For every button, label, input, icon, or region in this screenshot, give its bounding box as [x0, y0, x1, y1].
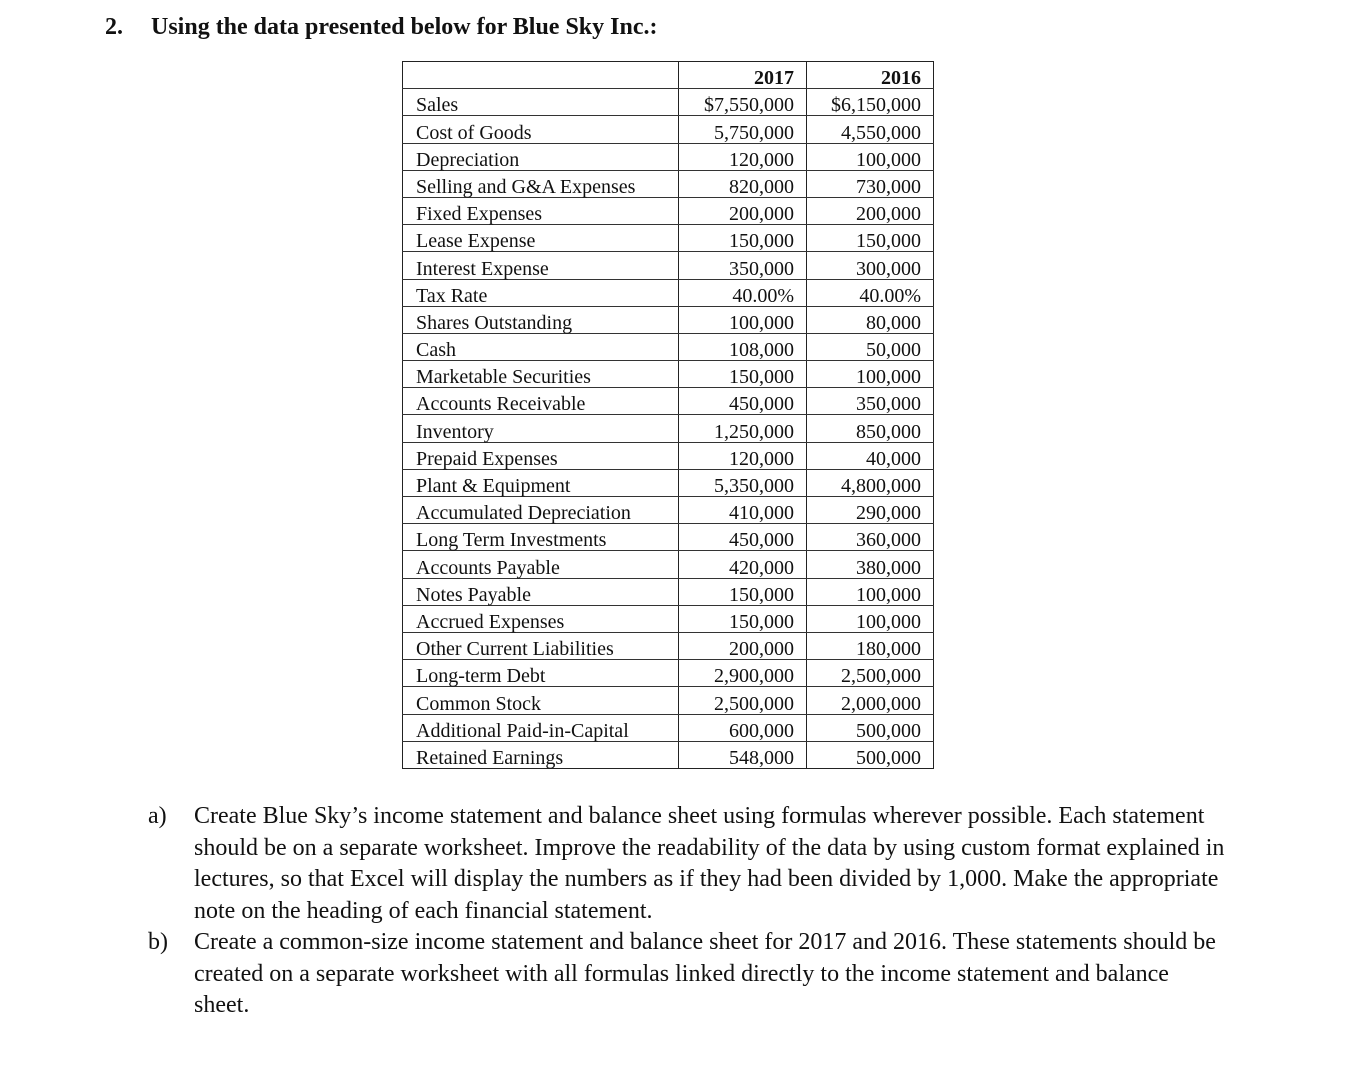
row-label-cell: Long Term Investments — [403, 524, 679, 551]
instruction-label-a: a) — [148, 803, 167, 829]
row-2016-cell: 500,000 — [807, 714, 934, 741]
table-row — [403, 442, 934, 469]
row-2016-cell: 200,000 — [807, 197, 934, 224]
header-cell-label — [403, 62, 679, 89]
row-label-cell: Accounts Payable — [403, 551, 679, 578]
row-label-cell: Inventory — [403, 415, 679, 442]
row-label-cell: Retained Earnings — [403, 741, 679, 768]
row-2017-cell: 600,000 — [679, 714, 807, 741]
table-row — [403, 333, 934, 360]
row-2017-cell: 420,000 — [679, 551, 807, 578]
row-2017-cell: 150,000 — [679, 225, 807, 252]
row-label-cell: Shares Outstanding — [403, 306, 679, 333]
row-label-cell: Cash — [403, 333, 679, 360]
table-row — [403, 551, 934, 578]
financial-data-table — [402, 61, 934, 769]
row-label-cell: Marketable Securities — [403, 361, 679, 388]
row-2016-cell: 150,000 — [807, 225, 934, 252]
row-label-cell: Lease Expense — [403, 225, 679, 252]
table-row — [403, 497, 934, 524]
row-2016-cell: 2,500,000 — [807, 660, 934, 687]
row-2016-cell: 100,000 — [807, 143, 934, 170]
row-2016-cell: 40.00% — [807, 279, 934, 306]
table-header-row — [403, 62, 934, 89]
instruction-list — [148, 801, 1228, 1022]
row-label-cell: Notes Payable — [403, 578, 679, 605]
row-2017-cell: 150,000 — [679, 578, 807, 605]
row-label-cell: Additional Paid-in-Capital — [403, 714, 679, 741]
row-2017-cell: 200,000 — [679, 632, 807, 659]
table-row — [403, 306, 934, 333]
question-heading — [105, 14, 657, 41]
row-2017-cell: $7,550,000 — [679, 89, 807, 116]
row-2017-cell: 150,000 — [679, 361, 807, 388]
row-label-cell: Interest Expense — [403, 252, 679, 279]
row-2017-cell: 100,000 — [679, 306, 807, 333]
row-2017-cell: 820,000 — [679, 170, 807, 197]
table-row — [403, 170, 934, 197]
table-row — [403, 741, 934, 768]
row-2017-cell: 450,000 — [679, 524, 807, 551]
question-number: 2. — [105, 14, 123, 40]
row-2016-cell: 350,000 — [807, 388, 934, 415]
instruction-item-b — [148, 927, 1228, 1022]
row-2017-cell: 40.00% — [679, 279, 807, 306]
row-2017-cell: 1,250,000 — [679, 415, 807, 442]
table-row — [403, 388, 934, 415]
row-2016-cell: 100,000 — [807, 578, 934, 605]
row-2017-cell: 2,900,000 — [679, 660, 807, 687]
table-row — [403, 714, 934, 741]
table-row — [403, 524, 934, 551]
row-2017-cell: 410,000 — [679, 497, 807, 524]
instruction-item-a — [148, 801, 1228, 927]
row-2016-cell: 2,000,000 — [807, 687, 934, 714]
row-label-cell: Long-term Debt — [403, 660, 679, 687]
row-label-cell: Plant & Equipment — [403, 469, 679, 496]
header-cell-2017: 2017 — [679, 62, 807, 89]
row-2017-cell: 5,750,000 — [679, 116, 807, 143]
instruction-label-b: b) — [148, 929, 168, 955]
table-row — [403, 252, 934, 279]
table-row — [403, 361, 934, 388]
row-label-cell: Other Current Liabilities — [403, 632, 679, 659]
row-label-cell: Sales — [403, 89, 679, 116]
row-2016-cell: 380,000 — [807, 551, 934, 578]
table-row — [403, 578, 934, 605]
row-2016-cell: 360,000 — [807, 524, 934, 551]
row-2016-cell: 500,000 — [807, 741, 934, 768]
header-cell-2016: 2016 — [807, 62, 934, 89]
row-2016-cell: 100,000 — [807, 361, 934, 388]
row-2017-cell: 548,000 — [679, 741, 807, 768]
row-2016-cell: 180,000 — [807, 632, 934, 659]
table-row — [403, 143, 934, 170]
row-label-cell: Tax Rate — [403, 279, 679, 306]
row-label-cell: Fixed Expenses — [403, 197, 679, 224]
row-2016-cell: 40,000 — [807, 442, 934, 469]
row-label-cell: Cost of Goods — [403, 116, 679, 143]
row-2017-cell: 108,000 — [679, 333, 807, 360]
row-2016-cell: 100,000 — [807, 605, 934, 632]
row-2017-cell: 2,500,000 — [679, 687, 807, 714]
row-2017-cell: 350,000 — [679, 252, 807, 279]
row-2017-cell: 120,000 — [679, 442, 807, 469]
table-row — [403, 632, 934, 659]
table-row — [403, 225, 934, 252]
row-2016-cell: 4,800,000 — [807, 469, 934, 496]
table-row — [403, 660, 934, 687]
table-row — [403, 116, 934, 143]
row-2016-cell: 290,000 — [807, 497, 934, 524]
row-2017-cell: 5,350,000 — [679, 469, 807, 496]
row-label-cell: Selling and G&A Expenses — [403, 170, 679, 197]
row-2017-cell: 120,000 — [679, 143, 807, 170]
row-2016-cell: 850,000 — [807, 415, 934, 442]
row-2016-cell: 730,000 — [807, 170, 934, 197]
row-2017-cell: 150,000 — [679, 605, 807, 632]
question-title: Using the data presented below for Blue Sky Inc.: — [151, 14, 658, 40]
table-row — [403, 89, 934, 116]
row-2016-cell: 50,000 — [807, 333, 934, 360]
table-row — [403, 197, 934, 224]
row-label-cell: Accumulated Depreciation — [403, 497, 679, 524]
table-row — [403, 605, 934, 632]
row-2016-cell: 80,000 — [807, 306, 934, 333]
row-2016-cell: 300,000 — [807, 252, 934, 279]
instruction-text-b: Create a common-size income statement and balance sheet for 2017 and 2016. These statements should be created on a separate worksheet with all formulas linked directly to the income statement and balance sheet. — [194, 929, 1216, 1018]
row-label-cell: Accrued Expenses — [403, 605, 679, 632]
row-2016-cell: 4,550,000 — [807, 116, 934, 143]
table-row — [403, 415, 934, 442]
row-label-cell: Common Stock — [403, 687, 679, 714]
row-label-cell: Prepaid Expenses — [403, 442, 679, 469]
row-2017-cell: 200,000 — [679, 197, 807, 224]
row-2017-cell: 450,000 — [679, 388, 807, 415]
table-row — [403, 469, 934, 496]
table-row — [403, 687, 934, 714]
row-label-cell: Depreciation — [403, 143, 679, 170]
table-row — [403, 279, 934, 306]
instruction-text-a: Create Blue Sky’s income statement and balance sheet using formulas wherever possible. Each statement should be on a separate worksheet. Improve the readability of the data by using custom format explained in lectures, so that Excel will display the numbers as if they had been divided by 1,000. Make the appropriate note on the heading of each financial statement. — [194, 803, 1225, 924]
row-2016-cell: $6,150,000 — [807, 89, 934, 116]
row-label-cell: Accounts Receivable — [403, 388, 679, 415]
